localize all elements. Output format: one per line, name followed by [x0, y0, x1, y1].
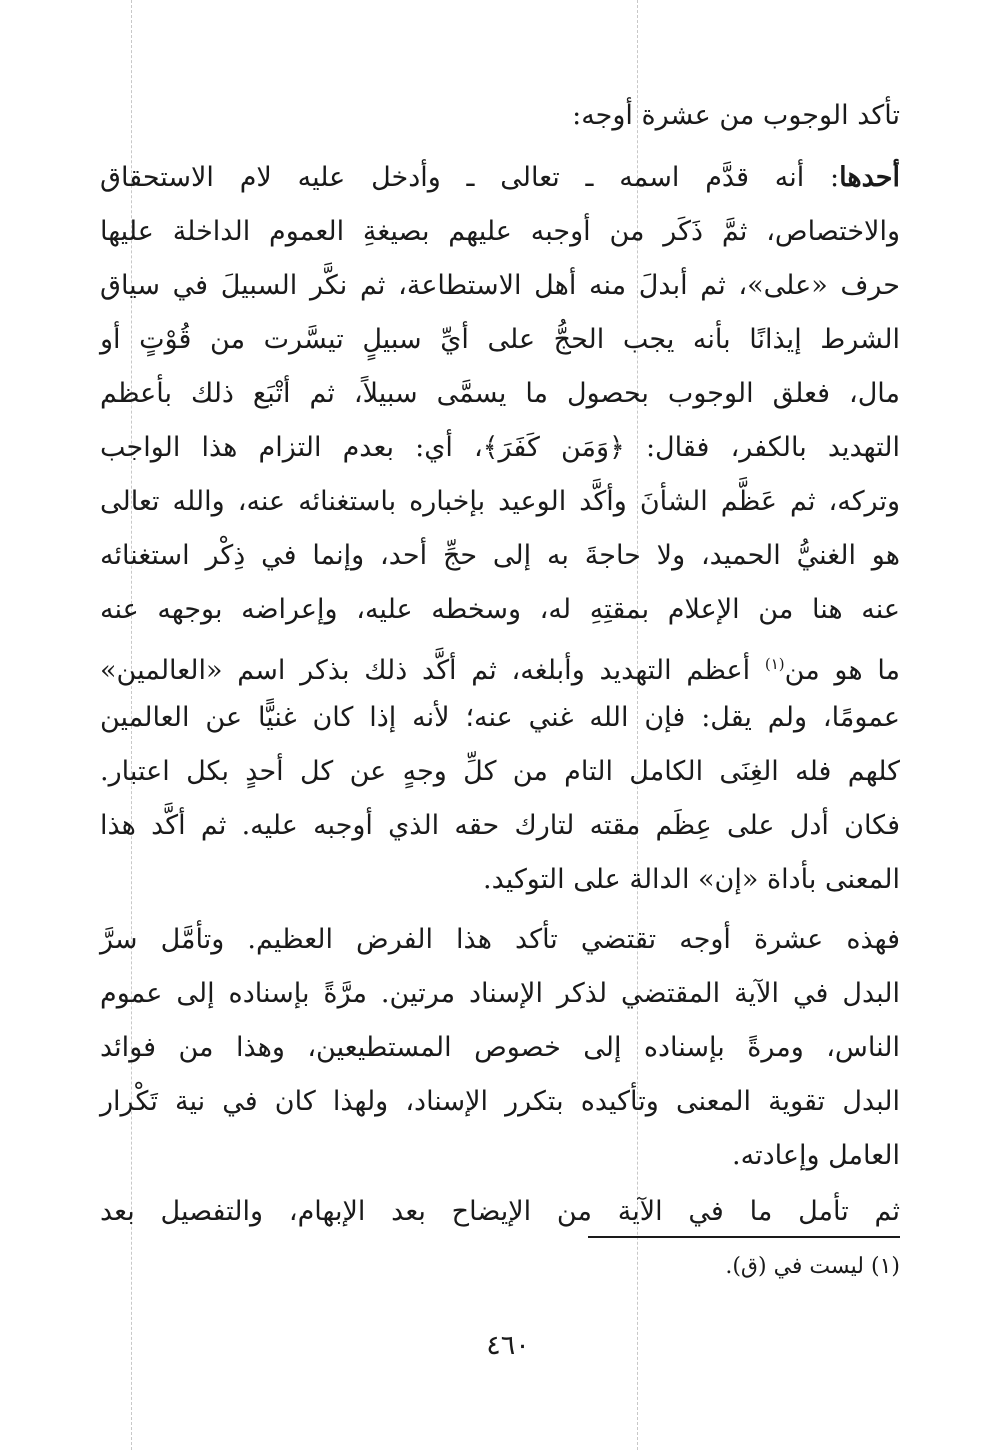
paragraph-1-line-3: حرف «على»، ثم أبدلَ منه أهل الاستطاعة، ثم نكَّر السبيلَ في سياق: [100, 270, 900, 301]
paragraph-1-line-7: وتركه، ثم عَظَّم الشأنَ وأكَّد الوعيد بإخباره باستغنائه عنه، والله تعالى: [100, 486, 900, 517]
lead-word: أحدها: [839, 162, 900, 193]
paragraph-1-line-9: عنه هنا من الإعلام بمقتِهِ له، وسخطه عليه، وإعراضه بوجهه عنه: [100, 594, 900, 625]
paragraph-1-line-12: كلهم فله الغِنَى الكامل التام من كلِّ وجهٍ عن كل أحدٍ بكل اعتبار.: [100, 756, 900, 787]
footnote: (١) ليست في (ق).: [725, 1254, 900, 1279]
paragraph-2-line-4: البدل تقوية المعنى وتأكيده بتكرر الإسناد، ولهذا كان في نية تَكْرار: [100, 1086, 900, 1117]
paragraph-2-line-1: فهذه عشرة أوجه تقتضي تأكد هذا الفرض العظيم. وتأمَّل سرَّ: [100, 924, 900, 955]
paragraph-1-line-8: هو الغنيُّ الحميد، ولا حاجةَ به إلى حجِّ أحد، وإنما في ذِكْر استغنائه: [100, 540, 900, 571]
paragraph-2-line-5: العامل وإعادته.: [732, 1140, 900, 1171]
paragraph-1-line-1: أحدها: أنه قدَّم اسمه ـ تعالى ـ وأدخل عليه لام الاستحقاق: [100, 162, 900, 193]
intro-line: تأكد الوجوب من عشرة أوجه:: [572, 100, 900, 131]
paragraph-1-line-10: ما هو من$^{(١)}$ أعظم التهديد وأبلغه، ثم أكَّد ذلك بذكر اسم «العالمين»: [100, 655, 901, 686]
paragraph-1-line-2: والاختصاص، ثمَّ ذَكَر من أوجبه عليهم بصيغةِ العموم الداخلة عليها: [100, 216, 900, 247]
paragraph-3-line-1: ثم تأمل ما في الآية من الإيضاح بعد الإبهام، والتفصيل بعد: [100, 1196, 900, 1227]
paragraph-1-line-14: المعنى بأداة «إن» الدالة على التوكيد.: [483, 864, 900, 895]
paragraph-1-line-4: الشرط إيذانًا بأنه يجب الحجُّ على أيِّ سبيلٍ تيسَّرت من قُوْتٍ أو: [100, 324, 900, 355]
paragraph-2-line-3: الناس، ومرةً بإسناده إلى خصوص المستطيعين، وهذا من فوائد: [100, 1032, 900, 1063]
footnote-separator: [588, 1236, 900, 1238]
footnote-reference: (١): [764, 655, 785, 673]
paragraph-1-line-13: فكان أدل على عِظَم مقته لتارك حقه الذي أوجبه عليه. ثم أكَّد هذا: [100, 810, 900, 841]
page-number: ٤٦٠: [486, 1330, 530, 1361]
paragraph-1-line-6: التهديد بالكفر، فقال: ﴿وَمَن كَفَرَ﴾، أي: بعدم التزام هذا الواجب: [100, 432, 900, 463]
paragraph-1-line-11: عمومًا، ولم يقل: فإن الله غني عنه؛ لأنه إذا كان غنيًّا عن العالمين: [100, 702, 900, 733]
paragraph-1-line-5: مال، فعلق الوجوب بحصول ما يسمَّى سبيلاً، ثم أتْبَع ذلك بأعظم: [100, 378, 900, 409]
paragraph-2-line-2: البدل في الآية المقتضي لذكر الإسناد مرتين. مرَّةً بإسناده إلى عموم: [100, 978, 900, 1009]
